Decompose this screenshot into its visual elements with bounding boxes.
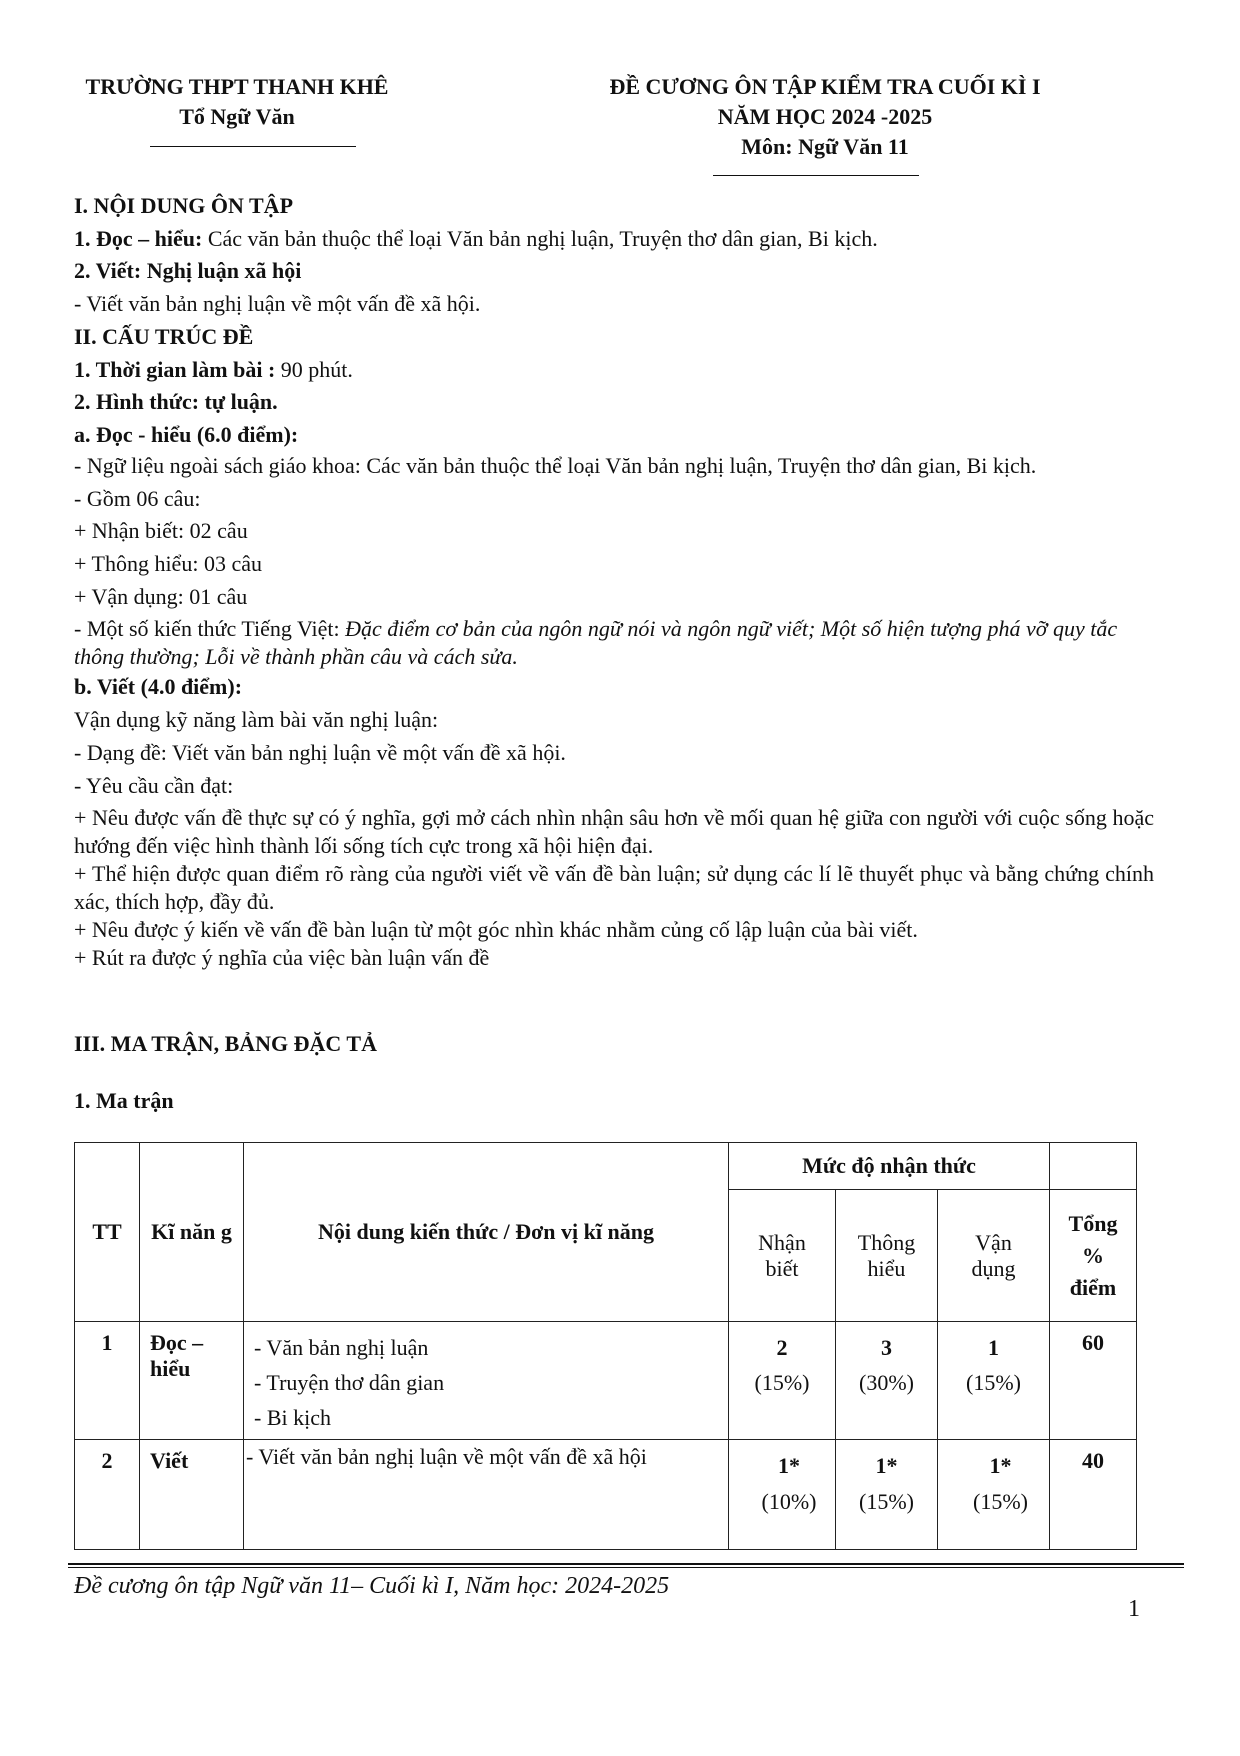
exam-time-value: 90 phút. (275, 356, 353, 382)
requirement-line: + Thể hiện được quan điểm rõ ràng của người viết về vấn đề bàn luận; sử dụng các lí lẽ thuyết phục và bằng chứng chính xác, thích hợp, đầy đủ. (74, 861, 1154, 915)
row1-skill: Đọc – hiểu (140, 1322, 244, 1440)
tv-topics: Đặc điểm cơ bản của ngôn ngữ nói và ngôn ngữ viết; Một số hiện tượng phá vỡ quy tắc thông thường; Lỗi về thành phần câu và cách sửa. (74, 616, 1118, 670)
count: 1 (988, 1335, 999, 1360)
row2-recognize (729, 1440, 836, 1550)
reading-line: - Gồm 06 câu: (74, 485, 201, 511)
header-apply: Vận dụng (938, 1190, 1050, 1322)
header-recognize: Nhận biết (729, 1190, 836, 1322)
reading-line: - Ngữ liệu ngoài sách giáo khoa: Các văn bản thuộc thể loại Văn bản nghị luận, Truyện thơ dân gian, Bi kịch. (74, 452, 1037, 478)
exam-time-label: 1. Thời gian làm bài : (74, 356, 276, 382)
row1-recognize (729, 1322, 836, 1440)
header-rule-right (713, 175, 919, 176)
header-total: Tổng % điểm (1050, 1190, 1137, 1322)
matrix-table (74, 1142, 1137, 1550)
percent: (15%) (973, 1489, 1028, 1514)
header-content: Nội dung kiến thức / Đơn vị kĩ năng (244, 1143, 729, 1322)
vietnamese-knowledge (74, 615, 1154, 671)
item1-label: 1. Đọc – hiểu: (74, 225, 203, 251)
row1-tt: 1 (75, 1322, 140, 1440)
row1-apply (938, 1322, 1050, 1440)
reading-line: + Vận dụng: 01 câu (74, 583, 248, 609)
requirement-line: + Nêu được vấn đề thực sự có ý nghĩa, gợi mở cách nhìn nhận sâu hơn về mối quan hệ giữa con người với cuộc sống hoặc hướng đến việc hình thành lối sống tích cực trong xã hội hiện đại. (74, 805, 1154, 859)
table-row (75, 1440, 1137, 1550)
writing-heading: b. Viết (4.0 điểm): (74, 674, 243, 700)
section1-item2: 2. Viết: Nghị luận xã hội (74, 258, 302, 284)
header-skill: Kĩ năn g (140, 1143, 244, 1322)
footer-rule (68, 1563, 1184, 1565)
content-line: - Bi kịch (254, 1405, 331, 1430)
exam-form: 2. Hình thức: tự luận. (74, 389, 278, 415)
row2-total: 40 (1050, 1440, 1137, 1550)
count: 1* (778, 1453, 800, 1478)
row1-total: 60 (1050, 1322, 1137, 1440)
reading-line: + Thông hiểu: 03 câu (74, 551, 262, 577)
percent: (15%) (859, 1489, 914, 1514)
count: 2 (776, 1335, 788, 1360)
tv-prefix: - Một số kiến thức Tiếng Việt: (74, 616, 346, 642)
row2-tt: 2 (75, 1440, 140, 1550)
writing-line: Vận dụng kỹ năng làm bài văn nghị luận: (74, 707, 439, 733)
header-rule-left (150, 146, 356, 147)
row2-content (244, 1440, 729, 1550)
section3-heading: III. MA TRẬN, BẢNG ĐẶC TẢ (74, 1031, 377, 1056)
reading-heading: a. Đọc - hiểu (6.0 điểm): (74, 421, 299, 447)
section1-heading: I. NỘI DUNG ÔN TẬP (74, 193, 294, 218)
subject: Môn: Ngữ Văn 11 (741, 134, 909, 159)
requirement-line: + Rút ra được ý nghĩa của việc bàn luận vấn đề (74, 945, 490, 971)
page-number: 1 (1128, 1596, 1140, 1622)
matrix-title: 1. Ma trận (74, 1088, 174, 1113)
header-understand: Thông hiểu (836, 1190, 938, 1322)
percent: (15%) (966, 1370, 1021, 1395)
row1-content (244, 1322, 729, 1440)
percent: (30%) (859, 1370, 914, 1395)
document-body (74, 190, 1154, 972)
percent: (10%) (761, 1489, 817, 1514)
department-name: Tổ Ngữ Văn (179, 104, 295, 129)
school-name: TRƯỜNG THPT THANH KHÊ (85, 74, 389, 99)
document-header (560, 72, 1090, 162)
footer-rule (68, 1567, 1184, 1568)
school-year: NĂM HỌC 2024 -2025 (717, 104, 933, 129)
row2-skill: Viết (140, 1440, 244, 1550)
row2-apply (938, 1440, 1050, 1550)
item1-text: Các văn bản thuộc thể loại Văn bản nghị luận, Truyện thơ dân gian, Bi kịch. (202, 225, 878, 251)
document-title: ĐỀ CƯƠNG ÔN TẬP KIỂM TRA CUỐI KÌ I (609, 74, 1041, 99)
section1-item1 (74, 223, 1154, 256)
section1-item2-text: - Viết văn bản nghị luận về một vấn đề xã hội. (74, 291, 481, 317)
header-level: Mức độ nhận thức (729, 1143, 1050, 1190)
percent: (15%) (754, 1370, 810, 1395)
row1-understand (836, 1322, 938, 1440)
table-row (75, 1322, 1137, 1440)
count: 1* (989, 1453, 1012, 1478)
header-tt: TT (75, 1143, 140, 1322)
content-line: - Văn bản nghị luận (254, 1335, 429, 1360)
header-empty (1050, 1143, 1137, 1190)
writing-line: - Dạng đề: Viết văn bản nghị luận về một vấn đề xã hội. (74, 739, 566, 765)
count: 1* (875, 1453, 898, 1478)
exam-time (74, 354, 1154, 387)
content-line: - Viết văn bản nghị luận về một vấn đề xã hội (246, 1444, 647, 1469)
count: 3 (881, 1335, 892, 1360)
footer-text: Đề cương ôn tập Ngữ văn 11– Cuối kì I, Năm học: 2024-2025 (74, 1573, 670, 1599)
row2-understand (836, 1440, 938, 1550)
writing-line: - Yêu cầu cần đạt: (74, 772, 234, 798)
content-line: - Truyện thơ dân gian (254, 1370, 445, 1395)
section2-heading: II. CẤU TRÚC ĐỀ (74, 323, 254, 349)
school-header (52, 72, 422, 132)
requirement-line: + Nêu được ý kiến về vấn đề bàn luận từ một góc nhìn khác nhằm củng cố lập luận của bài viết. (74, 917, 918, 943)
reading-line: + Nhận biết: 02 câu (74, 518, 248, 544)
